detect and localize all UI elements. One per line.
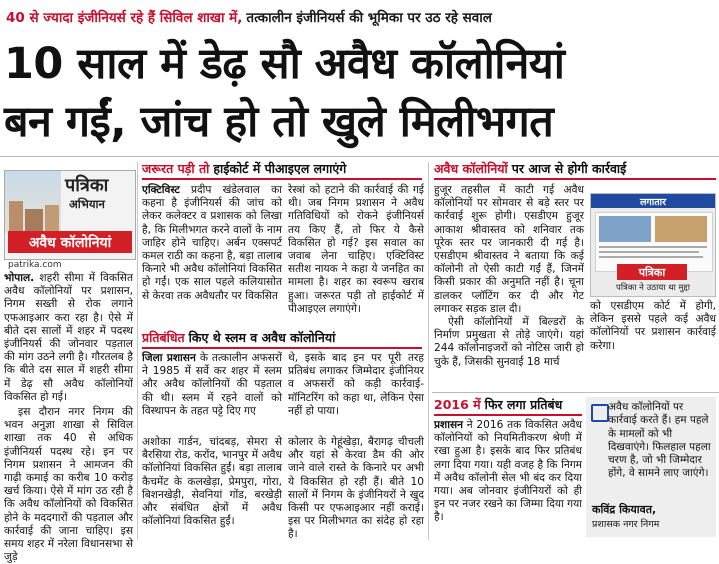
section4-title-dark: फिर लगा प्रतिबंध xyxy=(484,397,563,412)
column-main-text2: इस दौरान नगर निगम की भवन अनुज्ञा शाखा से सिविल शाखा तक 40 से अधिक इंजीनियर्स पदस्थ रहे। इन पर निगम प्रशासन ने आमजन की गाढ़ी कमाई का करीब 10 करोड़ खर्च किया। ऐसे में मांग उठ रही है कि अवैध कॉलोनियों को विकसित होने के मददगारों की पड़ताल और कार्रवाई की जाना चाहिए। इस समय शहर में नरेला विधानसभा से जुड़े xyxy=(4,406,133,564)
logo-building xyxy=(9,201,23,231)
section2-lead: जिला प्रशासन xyxy=(142,352,196,364)
section3-col-b-text: को एसडीएम कोर्ट में होगी, लेकिन इससे पहले कई अवैध कॉलोनियों पर प्रशासन कार्रवाई करेगा। xyxy=(590,300,716,352)
logo-brand: पत्रिका xyxy=(65,175,109,196)
column-main-text1: शहरी सीमा में विकसित अवैध कॉलोनियों पर प्रशासन, निगम सख्ती से रोक लगाने एफआइआर करा रहा है। ऐसे में बीते दस सालों में शहर में पदस्थ इंजीनियर्स की जोनवार पड़ताल की मांग उठने लगी है। गौरतलब है कि बीते दस साल में शहरी सीमा में डेढ़ सौ अवैध कॉलोनियों विकसित हो गई। xyxy=(4,272,134,403)
section2-title-dark: किए थे स्लम व अवैध कॉलोनियां xyxy=(188,330,336,345)
section2-title-red: प्रतिबंधित xyxy=(142,330,185,345)
column-divider xyxy=(137,162,138,540)
column-divider xyxy=(428,162,429,540)
quote-author: कविंद्र कियावत, xyxy=(592,503,657,516)
logo-campaign: अभियान xyxy=(69,197,105,211)
clip-line xyxy=(599,246,707,248)
section3-col-b xyxy=(590,300,716,362)
photo-tag: लगातार xyxy=(591,194,715,208)
clip-line xyxy=(599,251,699,253)
clip-line xyxy=(599,256,703,258)
section3-title-red: अवैध कॉलोनियों xyxy=(434,161,508,176)
clip-photo xyxy=(599,216,651,242)
section1-title-red: जरूरत पड़ी तो xyxy=(142,161,210,176)
quote-icon xyxy=(591,404,609,422)
logo-building xyxy=(25,209,43,231)
headline-line1: 10 साल में डेढ़ सौ अवैध कॉलोनियां xyxy=(4,39,565,89)
section4-text: ने 2016 तक विकसित अवैध कॉलोनियों को नियमितीकरण श्रेणी में रखा हुआ है। इसके बाद फिर प्रतिबंध लगा दिया गया। यही वजह है कि निगम में अवैध कॉलोनी सेल भी बंद कर दिया गया। अब जोनवार इंजीनियरों को ही इन पर नजर रखने का जिम्मा दिया गया है। xyxy=(434,419,582,524)
section1-col-b xyxy=(288,184,424,326)
section2-col-a-text: के तत्कालीन अफसरों ने 1985 में सर्वे कर शहर में स्लम और अवैध कॉलोनियों की पड़ताल की थी। स्लम में रहने वालों को विस्थापन के तहत पट्टे दिए गए xyxy=(142,352,282,417)
site-url: patrika.com xyxy=(8,260,62,270)
quote-role: प्रशासक नगर निगम xyxy=(592,519,660,530)
section2-col-b-text: थे, इसके बाद इन पर पूरी तरह प्रतिबंध लगाकर जिम्मेदार इंजीनियर व अफसरों को कड़ी कार्रवाई- मॉनिटरिंग को कहा था, लेकिन ऐसा नहीं हो पाया। xyxy=(288,352,424,417)
campaign-logo xyxy=(4,170,136,260)
section-divider xyxy=(432,392,719,393)
section4-body xyxy=(434,419,582,540)
section1-col-a xyxy=(142,184,282,326)
kicker-red: 40 से ज्यादा इंजीनियर्स रहे हैं सिविल शाखा में, xyxy=(6,10,243,26)
section2-col-c xyxy=(142,436,282,540)
section2-col-d-text: कोलार के गेहूंखेड़ा, बैरागढ़ चीचली और यहां से केरवा डैम की ओर जाने वाले रास्ते के किनारे पर अभी ये विकसित हो रही हैं। बीते 10 सालों में निगम के इंजीनियरों ने खुद किसी पर एफआइआर नहीं कराई। इस पर मिलीभगत का संदेह हो रहा है। xyxy=(288,436,424,541)
section3-col-a xyxy=(434,184,584,390)
logo-building xyxy=(45,205,59,231)
section2-col-d xyxy=(288,436,424,540)
section3-underline xyxy=(434,178,716,180)
section4-underline xyxy=(434,414,582,416)
section3-title xyxy=(434,160,626,177)
section3-title-dark: पर आज से होगी कार्रवाई xyxy=(511,161,627,176)
column-main xyxy=(4,272,134,564)
newspaper-clip-image xyxy=(590,193,716,297)
section2-underline xyxy=(142,347,422,349)
section2-col-b xyxy=(288,352,424,432)
section1-col-a-text: प्रदीप खंडेलवाल का कहना है इंजीनियर्स की जांच को लेकर कलेक्टर व प्रशासक को लिखा है, कि मिलीभगत करने वालों के नाम जाहिर होने चाहिए। अर्बन एक्सपर्ट कमल राठी का कहना है, बड़ा तालाब किनारे भी अवैध कॉलोनियां विकसित हो गईं। एक साल पहले कलियासोत से केरवा तक अवैधतौर पर विकसित xyxy=(142,184,282,302)
headline-line2: बन गईं, जांच हो तो खुले मिलीभगत xyxy=(4,97,554,147)
section1-col-b-text: रेस्त्रां को हटाने की कार्रवाई की गई थी। जब निगम प्रशासन ने अवैध गतिविधियों को रोकने इंजीनियर्स तय किए हैं, तो फिर ये कैसे विकसित हो गई? इस सवाल का जवाब लेना चाहिए। एक्टिविस्ट सतीश नायक ने कहा ये जनहित का मामला है। शहर का स्वरूप खराब हुआ। जरूरत पड़ी तो हाईकोर्ट में पीआइएल लगाएंगे। xyxy=(288,184,424,315)
section2-col-c-text: अशोका गार्डन, चांदबड़, सेमरा से बैरसिया रोड, करोंद, भानपुर में अवैध कॉलोनियां विकसित हुईं। बड़ा तालाब कैचमेंट के कलखेड़ा, प्रेमपुरा, गोरा, बिशनखेड़ी, सेवनियां गोंड, बरखेड़ी और संबंधित क्षेत्रों में अवैध कॉलोनियां विकसित हुईं। xyxy=(142,436,282,528)
section4-title-red: 2016 में xyxy=(434,397,481,412)
section1-title-dark: हाईकोर्ट में पीआइएल लगाएंगे xyxy=(213,161,347,176)
quote-box xyxy=(586,397,716,537)
kicker-dark: तत्कालीन इंजीनियर्स की भूमिका पर उठ रहे सवाल xyxy=(246,10,492,26)
clip-caption: पत्रिका ने उठाया था मुद्दा xyxy=(616,283,690,293)
kicker xyxy=(6,6,492,28)
section4-lead: प्रशासन xyxy=(434,419,464,431)
logo-banner: अवैध कॉलोनियां xyxy=(8,231,132,253)
dateline: भोपाल. xyxy=(4,272,35,284)
clip-photo xyxy=(655,216,707,242)
section1-title xyxy=(142,160,346,177)
section1-lead: एक्टिविस्ट xyxy=(142,184,180,196)
section3-col-a-text: हुजूर तहसील में काटी गई अवैध कॉलोनियों पर सोमवार से बड़े स्तर पर कार्रवाई शुरू होगी। एसडीएम हुजूर आकाश श्रीवास्तव को शनिवार तक पूरेक स्तर पर जानकारी दी गई है। एसडीएम श्रीवास्तव ने बताया कि कई कॉलोनी तो ऐसी काटी गईं हैं, जिनमें किसी प्रकार की अनुमति नहीं है। चूना डालकर प्लॉटिंग कर दी और गेट लगाकर सड़क डाल दी। xyxy=(434,184,584,315)
section4-title xyxy=(434,396,562,413)
section1-underline xyxy=(142,178,422,180)
headline-divider xyxy=(0,156,719,157)
clip-masthead: पत्रिका xyxy=(617,264,687,280)
section2-title xyxy=(142,329,335,346)
quote-text: अवैध कॉलोनियों पर कार्रवाई करते हैं। हम पहले के मामलों को भी दिखवाएंगे। फिलहाल पहला चरण है, जो भी जिम्मेदार होंगे, वे सामने लाए जाएंगे। xyxy=(608,401,711,480)
section2-col-a xyxy=(142,352,282,432)
section3-col-a2-text: ऐसी कॉलोनियों में बिल्डरों के निर्माण प्रमुखता से तोड़े जाएंगे। यहां 244 कॉलोनाइजरों को नोटिस जारी हो चुके हैं, जिसकी सुनवाई 18 मार्च xyxy=(434,316,584,368)
